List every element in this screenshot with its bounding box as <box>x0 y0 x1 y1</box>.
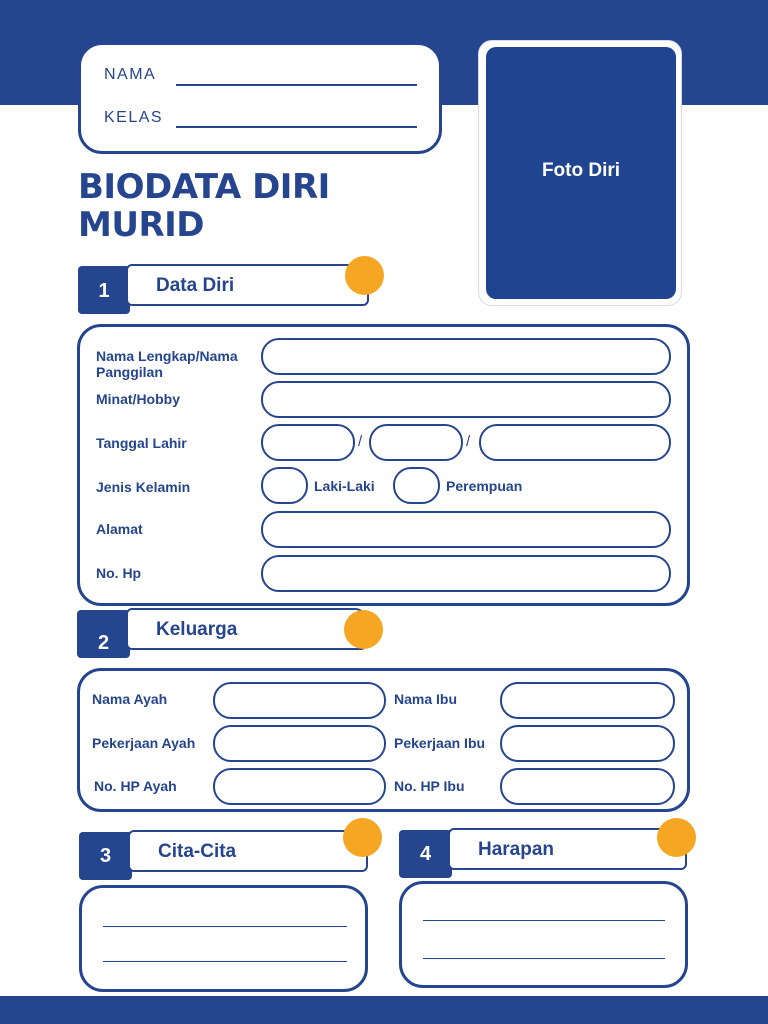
section-3-number: 3 <box>79 832 132 880</box>
photo-label: Foto Diri <box>541 160 621 181</box>
cita-cita-line-1[interactable] <box>103 926 347 927</box>
perempuan-checkbox[interactable] <box>393 467 440 504</box>
laki-laki-checkbox[interactable] <box>261 467 308 504</box>
perempuan-label: Perempuan <box>446 478 523 494</box>
name-class-card <box>78 42 442 154</box>
alamat-label: Alamat <box>96 521 143 537</box>
footer-band <box>0 996 768 1024</box>
nama-line[interactable] <box>176 84 417 86</box>
pekerjaan-ibu-field[interactable] <box>500 725 675 762</box>
date-separator-1: / <box>358 433 363 450</box>
page-title <box>78 168 330 244</box>
title-line-2: MURID <box>78 205 204 245</box>
harapan-panel <box>399 881 688 988</box>
minat-field[interactable] <box>261 381 671 418</box>
kelas-line[interactable] <box>176 126 417 128</box>
nama-ayah-label: Nama Ayah <box>92 691 168 707</box>
no-hp-field[interactable] <box>261 555 671 592</box>
harapan-line-1[interactable] <box>423 920 665 921</box>
cita-cita-line-2[interactable] <box>103 961 347 962</box>
cita-cita-panel <box>79 885 368 992</box>
section-1-title: Data Diri <box>126 264 369 306</box>
no-hp-label: No. Hp <box>96 565 142 581</box>
section-3-title: Cita-Cita <box>128 830 368 872</box>
tanggal-month-field[interactable] <box>369 424 463 461</box>
nama-ibu-field[interactable] <box>500 682 675 719</box>
laki-laki-label: Laki-Laki <box>314 478 375 494</box>
hp-ayah-label: No. HP Ayah <box>94 778 177 794</box>
minat-label: Minat/Hobby <box>96 391 180 407</box>
photo-placeholder[interactable] <box>486 47 676 299</box>
nama-lengkap-field[interactable] <box>261 338 671 375</box>
jenis-kelamin-label: Jenis Kelamin <box>96 479 191 495</box>
nama-ayah-field[interactable] <box>213 682 386 719</box>
harapan-line-2[interactable] <box>423 958 665 959</box>
pekerjaan-ayah-field[interactable] <box>213 725 386 762</box>
alamat-field[interactable] <box>261 511 671 548</box>
hp-ibu-label: No. HP Ibu <box>394 778 465 794</box>
section-4-title: Harapan <box>448 828 687 870</box>
section-4-number: 4 <box>399 830 452 878</box>
pekerjaan-ibu-label: Pekerjaan Ibu <box>394 735 486 751</box>
title-line-1: BIODATA DIRI <box>78 167 330 207</box>
nama-ibu-label: Nama Ibu <box>394 691 458 707</box>
section-2-title: Keluarga <box>126 608 367 650</box>
nama-label: NAMA <box>104 66 157 83</box>
section-1-dot <box>345 256 384 295</box>
kelas-label: KELAS <box>104 109 164 126</box>
tanggal-year-field[interactable] <box>479 424 671 461</box>
tanggal-lahir-label: Tanggal Lahir <box>96 435 187 451</box>
hp-ibu-field[interactable] <box>500 768 675 805</box>
date-separator-2: / <box>466 433 471 450</box>
section-2-dot <box>344 610 383 649</box>
section-1-number: 1 <box>78 266 130 314</box>
section-4-dot <box>657 818 696 857</box>
hp-ayah-field[interactable] <box>213 768 386 805</box>
section-3-dot <box>343 818 382 857</box>
tanggal-day-field[interactable] <box>261 424 355 461</box>
pekerjaan-ayah-label: Pekerjaan Ayah <box>92 735 196 751</box>
nama-lengkap-label: Nama Lengkap/Nama Panggilan <box>96 348 238 380</box>
section-2-number: 2 <box>77 610 130 658</box>
